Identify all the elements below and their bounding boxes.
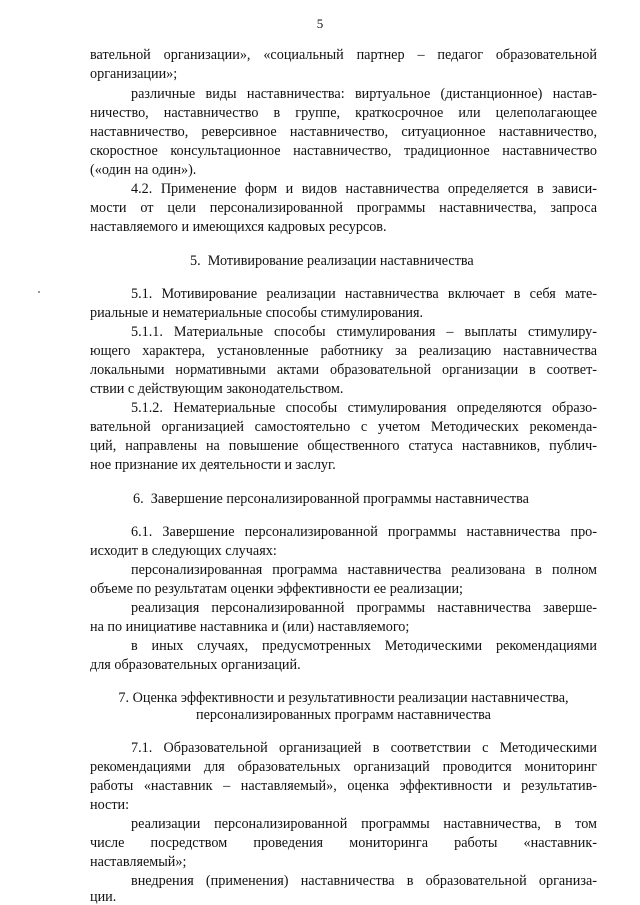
text-line: скоростное консультационное наставничество, традиционное наставничество	[90, 143, 597, 159]
text-line: вательной организацией самостоятельно с учетом Методических рекоменда-	[90, 419, 597, 435]
page-number: 5	[316, 16, 324, 31]
text-line: ций, направлены на повышение общественного статуса наставников, публич-	[90, 438, 597, 454]
section-heading: 7. Оценка эффективности и результативности реализации наставничества,	[118, 690, 569, 706]
text-line: мости от цели персонализированной программы наставничества, запроса	[90, 200, 597, 216]
text-line: («один на один»).	[90, 162, 197, 178]
section-heading: 6. Завершение персонализированной программы наставничества	[133, 491, 529, 507]
text-line: 5.1.1. Материальные способы стимулирования – выплаты стимулиру-	[131, 324, 597, 340]
text-line: 5.1.2. Нематериальные способы стимулирования определяются образо-	[131, 400, 597, 416]
text-line: различные виды наставничества: виртуальное (дистанционное) настав-	[131, 86, 597, 102]
text-line: персонализированная программа наставничества реализована в полном	[131, 562, 597, 578]
text-line: для образовательных организаций.	[90, 657, 301, 673]
text-line: риальные и нематериальные способы стимулирования.	[90, 305, 424, 321]
text-line: внедрения (применения) наставничества в образовательной организа-	[131, 873, 597, 889]
text-line: работы «наставник – наставляемый», оценка эффективности и результатив-	[90, 778, 597, 794]
text-line: наставляемый»;	[90, 854, 187, 870]
text-line: организации»;	[90, 66, 178, 82]
scan-speck	[38, 291, 40, 293]
text-line: вательной организации», «социальный партнер – педагог образовательной	[90, 47, 597, 63]
text-line: ющего характера, установленные работнику за реализацию наставничества	[90, 343, 597, 359]
text-line: реализация персонализированной программы наставничества заверше-	[131, 600, 597, 616]
text-line: на по инициативе наставника и (или) наставляемого;	[90, 619, 410, 635]
text-line: локальными нормативными актами образовательной организации в соответ-	[90, 362, 597, 378]
text-line: наставляемого и имеющихся кадровых ресурсов.	[90, 219, 387, 235]
text-line: ное признание их деятельности и заслуг.	[90, 457, 336, 473]
text-line: 5.1. Мотивирование реализации наставничества включает в себя мате-	[131, 286, 597, 302]
section-heading: 5. Мотивирование реализации наставничества	[190, 253, 474, 269]
text-line: рекомендациями для образовательных организаций проводится мониторинг	[90, 759, 597, 775]
text-line: ствии с действующим законодательством.	[90, 381, 344, 397]
text-line: числе посредством проведения мониторинга работы «наставник-	[90, 835, 597, 851]
text-line: исходит в следующих случаях:	[90, 543, 277, 559]
text-line: наставничество, реверсивное наставничество, ситуационное наставничество,	[90, 124, 597, 140]
text-line: объеме по результатам оценки эффективности ее реализации;	[90, 581, 464, 597]
text-line: реализации персонализированной программы наставничества, в том	[131, 816, 597, 832]
text-line: 6.1. Завершение персонализированной программы наставничества про-	[131, 524, 597, 540]
text-line: ности:	[90, 797, 130, 813]
section-heading: персонализированных программ наставничества	[196, 707, 491, 723]
text-line: в иных случаях, предусмотренных Методическими рекомендациями	[131, 638, 597, 654]
text-line: 7.1. Образовательной организацией в соответствии с Методическими	[131, 740, 597, 756]
text-line: ции.	[90, 889, 117, 905]
text-line: ничество, наставничество в группе, краткосрочное или целеполагающее	[90, 105, 597, 121]
text-line: 4.2. Применение форм и видов наставничества определяется в зависи-	[131, 181, 597, 197]
